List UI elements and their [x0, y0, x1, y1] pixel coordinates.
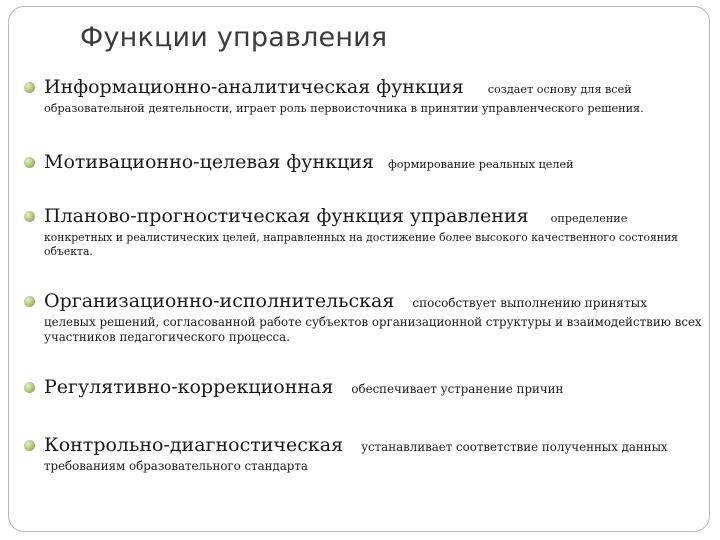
function-list [22, 74, 706, 473]
bullet-icon [24, 382, 35, 393]
bullet-icon [24, 157, 35, 168]
function-description-continued: образовательной деятельности, играет роль первоисточника в принятии управленческого решения. [44, 102, 644, 115]
function-name: Планово-прогностическая функция управления [44, 205, 529, 227]
function-description: обеспечивает устранение причин [351, 382, 564, 396]
list-item [22, 74, 706, 116]
function-description: устанавливает соответствие полученных данных [361, 440, 668, 454]
function-name: Контрольно-диагностическая [44, 434, 344, 456]
list-item [22, 374, 706, 402]
function-name: Информационно-аналитическая функция [44, 76, 464, 98]
function-name: Организационно-исполнительская [44, 290, 395, 312]
list-item [22, 432, 706, 473]
list-item [22, 149, 706, 178]
bullet-icon [24, 82, 35, 93]
bullet-icon [24, 296, 35, 307]
function-description: формирование реальных целей [387, 158, 574, 171]
function-description-continued: целевых решений, согласованной работе субъектов организационной структуры и взаимодействию всех участников педагогического процесса. [44, 315, 702, 344]
function-description: создает основу для всей [487, 83, 632, 96]
function-description: способствует выполнению принятых [412, 296, 647, 310]
list-item [22, 288, 706, 344]
bullet-icon [24, 440, 35, 451]
function-description-continued: требованиям образовательного стандарта [44, 459, 308, 473]
function-description: определение [550, 212, 628, 225]
function-name: Мотивационно-целевая функция [44, 151, 374, 173]
list-item [22, 203, 706, 259]
function-description-continued: конкретных и реалистических целей, направленных на достижение более высокого качественного состояния объекта. [44, 231, 678, 258]
slide-title: Функции управления [80, 22, 388, 53]
function-name: Регулятивно-коррекционная [44, 376, 334, 398]
bullet-icon [24, 211, 35, 222]
